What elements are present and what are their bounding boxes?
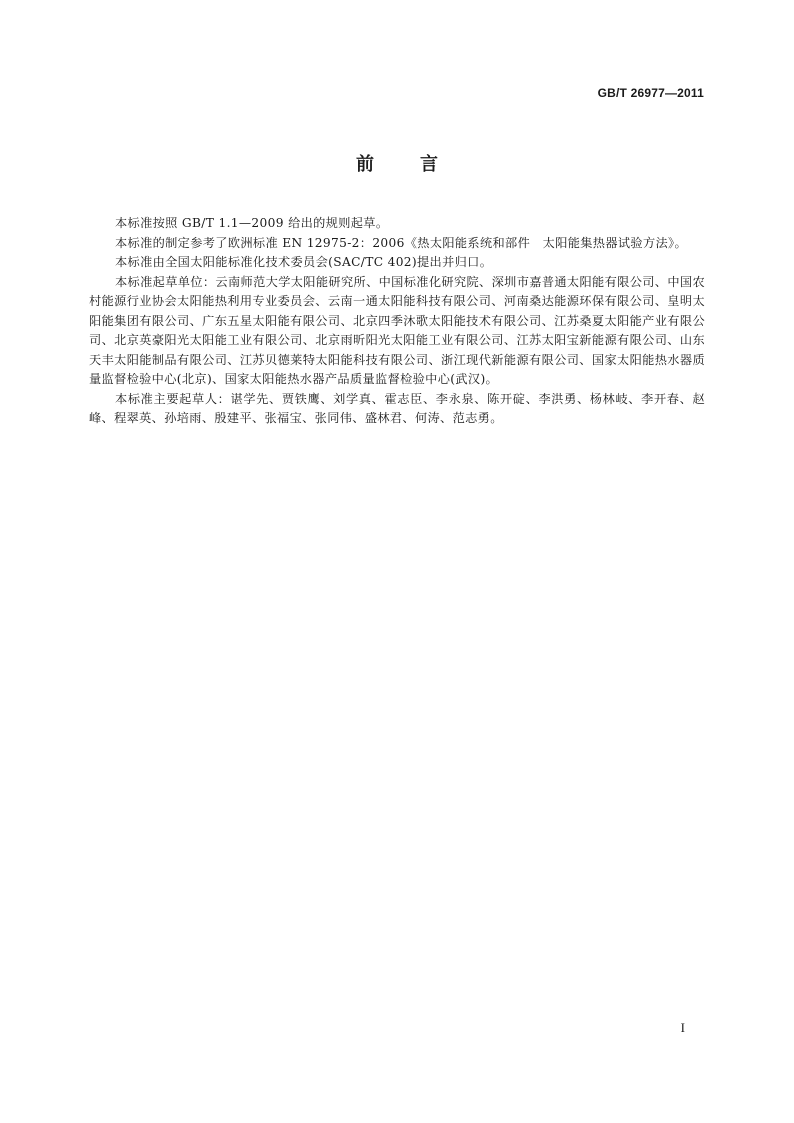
page-title: 前言: [356, 154, 484, 175]
paragraph-main-drafters: 本标准主要起草人：谌学先、贾铁鹰、刘学真、霍志臣、李永泉、陈开碇、李洪勇、杨林岐、李开春、赵峰、程翠英、孙培雨、殷建平、张福宝、张同伟、盛林君、何涛、范志勇。: [89, 391, 705, 425]
paragraph-drafting-units: 本标准起草单位：云南师范大学太阳能研究所、中国标准化研究院、深圳市嘉普通太阳能有限公司、中国农村能源行业协会太阳能热利用专业委员会、云南一通太阳能科技有限公司、河南桑达能源环保有限公司、皇明太阳能集团有限公司、广东五星太阳能有限公司、北京四季沐歌太阳能技术有限公司、江苏桑夏太阳能产业有限公司、北京英豪阳光太阳能工业有限公司、北京雨昕阳光太阳能工业有限公司、江苏太阳宝新能源有限公司、山东天丰太阳能制品有限公司、江苏贝德莱特太阳能科技有限公司、浙江现代新能源有限公司、国家太阳能热水器质量监督检验中心(北京)、国家太阳能热水器产品质量监督检验中心(武汉)。: [89, 274, 705, 386]
paragraph-proposer: 本标准由全国太阳能标准化技术委员会(SAC/TC 402)提出并归口。: [115, 255, 493, 269]
body-text: [89, 214, 705, 429]
page-number: I: [680, 1020, 685, 1035]
document-code: GB/T 26977—2011: [597, 86, 704, 100]
paragraph-drafting-rules: 本标准按照 GB/T 1.1—2009 给出的规则起草。: [115, 216, 389, 230]
paragraph-reference-standard: 本标准的制定参考了欧洲标准 EN 12975-2：2006《热太阳能系统和部件 太阳能集热器试验方法》。: [115, 235, 688, 250]
